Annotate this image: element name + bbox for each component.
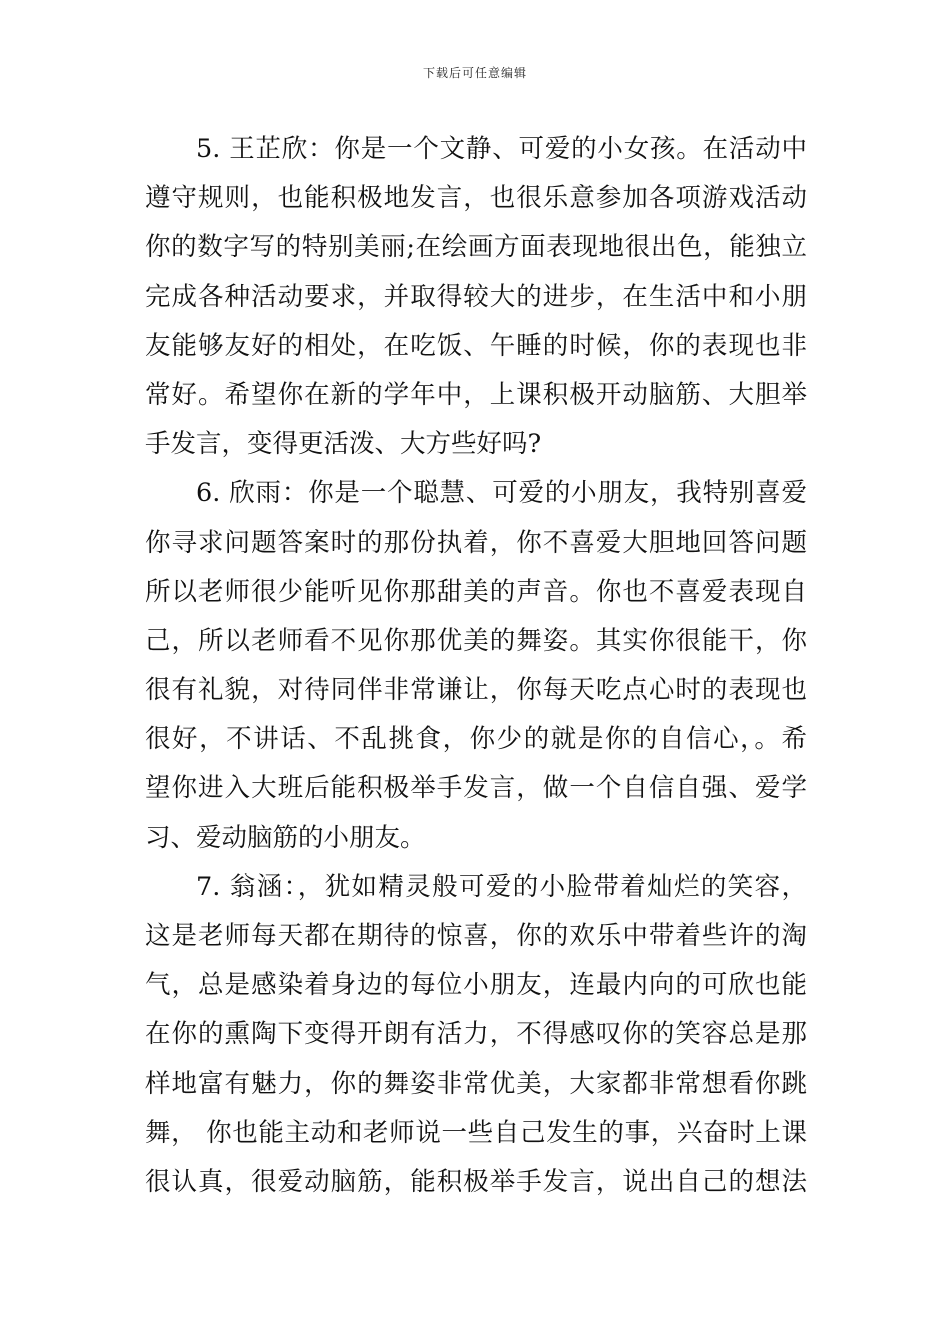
text-line: 友能够友好的相处，在吃饭、午睡的时候，你的表现也非 [145,330,807,361]
text-line: 你的数字写的特别美丽;在绘画方面表现地很出色，能独立 [145,232,807,263]
text-line: 习、爱动脑筋的小朋友。 [145,822,426,853]
text-line: 6. 欣雨：你是一个聪慧、可爱的小朋友，我特别喜爱 [196,478,807,509]
text-line: 遵守规则，也能积极地发言，也很乐意参加各项游戏活动 [145,183,807,214]
text-line: 常好。希望你在新的学年中，上课积极开动脑筋、大胆举 [145,379,807,410]
text-line: 完成各种活动要求，并取得较大的进步，在生活中和小朋 [145,281,807,312]
page-header: 下载后可任意编辑 [422,66,527,80]
text-line: 很认真，很爱动脑筋，能积极举手发言，说出自己的想法 [145,1166,807,1197]
text-line: 气，总是感染着身边的每位小朋友，连最内向的可欣也能 [145,970,807,1001]
text-line: 7. 翁涵：，犹如精灵般可爱的小脸带着灿烂的笑容， [196,871,807,902]
text-line: 很有礼貌，对待同伴非常谦让，你每天吃点心时的表现也 [145,675,807,706]
text-line: 在你的熏陶下变得开朗有活力，不得感叹你的笑容总是那 [145,1019,807,1050]
text-line: 手发言，变得更活泼、大方些好吗? [145,429,542,460]
document-body [145,125,807,1207]
text-line: 这是老师每天都在期待的惊喜，你的欢乐中带着些许的淘 [145,921,807,951]
text-line: 很好，不讲话、不乱挑食，你少的就是你的自信心，。希 [145,724,807,755]
text-line: 样地富有魅力，你的舞姿非常优美，大家都非常想看你跳 [145,1068,807,1099]
text-line: 所以老师很少能听见你那甜美的声音。你也不喜爱表现自 [145,576,807,607]
text-line: 你寻求问题答案时的那份执着，你不喜爱大胆地回答问题 [145,527,807,558]
paragraph-comment-7 [145,863,807,1207]
paragraph-comment-6 [145,469,807,863]
text-line: 己，所以老师看不见你那优美的舞姿。其实你很能干，你 [145,625,807,656]
text-line: 舞， 你也能主动和老师说一些自己发生的事，兴奋时上课 [145,1117,807,1148]
paragraph-comment-5 [145,125,807,469]
text-line: 望你进入大班后能积极举手发言，做一个自信自强、爱学 [145,773,807,804]
text-line: 5. 王芷欣：你是一个文静、可爱的小女孩。在活动中 [196,134,807,164]
